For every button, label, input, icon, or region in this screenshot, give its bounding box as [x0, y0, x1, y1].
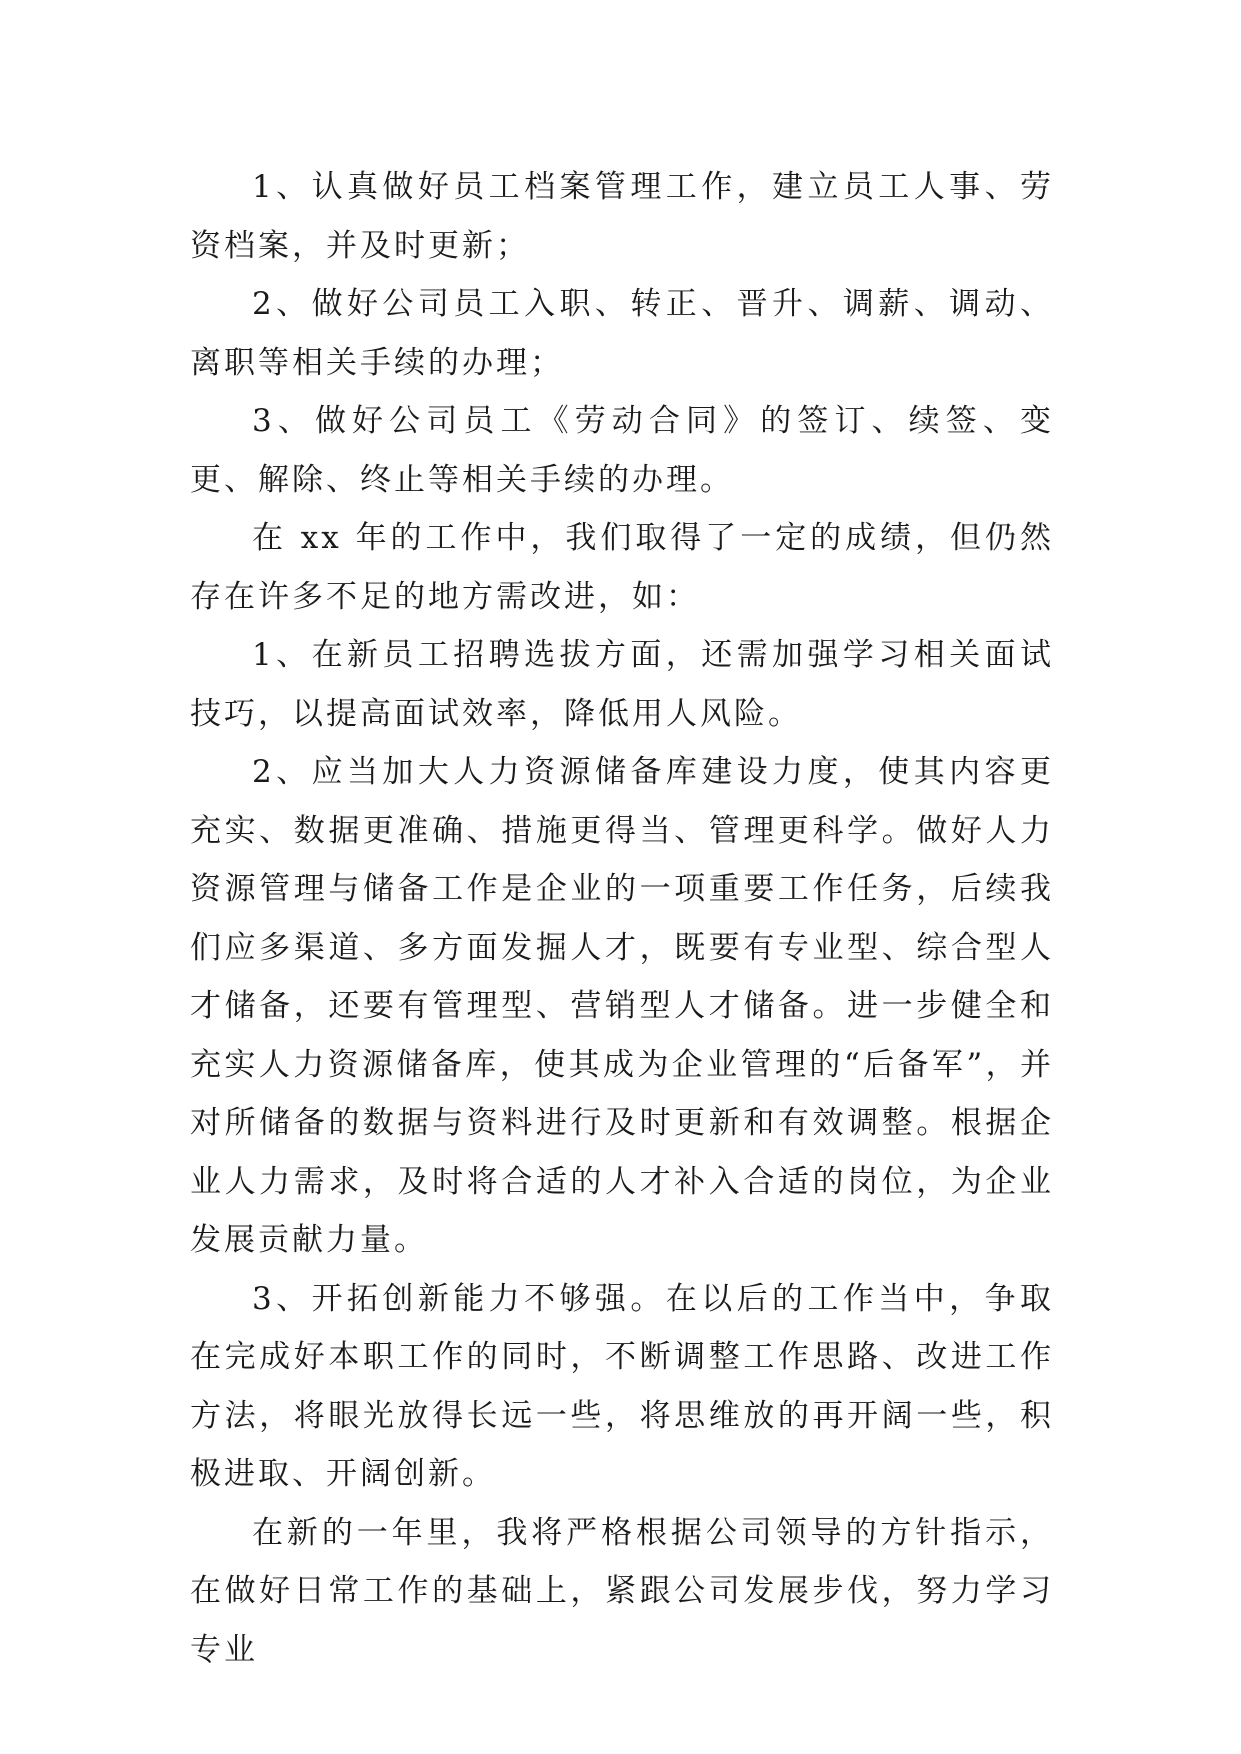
paragraph-shortcomings-intro: 在 xx 年的工作中，我们取得了一定的成绩，但仍然存在许多不足的地方需改进，如： — [190, 520, 1054, 615]
paragraph-new-year-plan: 在新的一年里，我将严格根据公司领导的方针指示，在做好日常工作的基础上，紧跟公司发展步伐，努力学习专业 — [190, 1514, 1054, 1668]
paragraph-archive-management: 1、认真做好员工档案管理工作，建立员工人事、劳资档案，并及时更新； — [190, 169, 1054, 264]
paragraph-labor-contract: 3、做好公司员工《劳动合同》的签订、续签、变更、解除、终止等相关手续的办理。 — [190, 403, 1054, 498]
paragraph-innovation: 3、开拓创新能力不够强。在以后的工作当中，争取在完成好本职工作的同时，不断调整工作思路、改进工作方法，将眼光放得长远一些，将思维放的再开阔一些，积极进取、开阔创新。 — [190, 1280, 1054, 1492]
paragraph-onboarding-procedures: 2、做好公司员工入职、转正、晋升、调薪、调动、离职等相关手续的办理； — [190, 286, 1054, 381]
document-body — [190, 158, 1054, 1679]
paragraph-talent-reserve: 2、应当加大人力资源储备库建设力度，使其内容更充实、数据更准确、措施更得当、管理更科学。做好人力资源管理与储备工作是企业的一项重要工作任务，后续我们应多渠道、多方面发掘人才，既要有专业型、综合型人才储备，还要有管理型、营销型人才储备。进一步健全和充实人力资源储备库，使其成为企业管理的“后备军”，并对所储备的数据与资料进行及时更新和有效调整。根据企业人力需求，及时将合适的人才补入合适的岗位，为企业发展贡献力量。 — [190, 754, 1054, 1258]
paragraph-recruitment-improvement: 1、在新员工招聘选拔方面，还需加强学习相关面试技巧，以提高面试效率，降低用人风险。 — [190, 637, 1054, 732]
